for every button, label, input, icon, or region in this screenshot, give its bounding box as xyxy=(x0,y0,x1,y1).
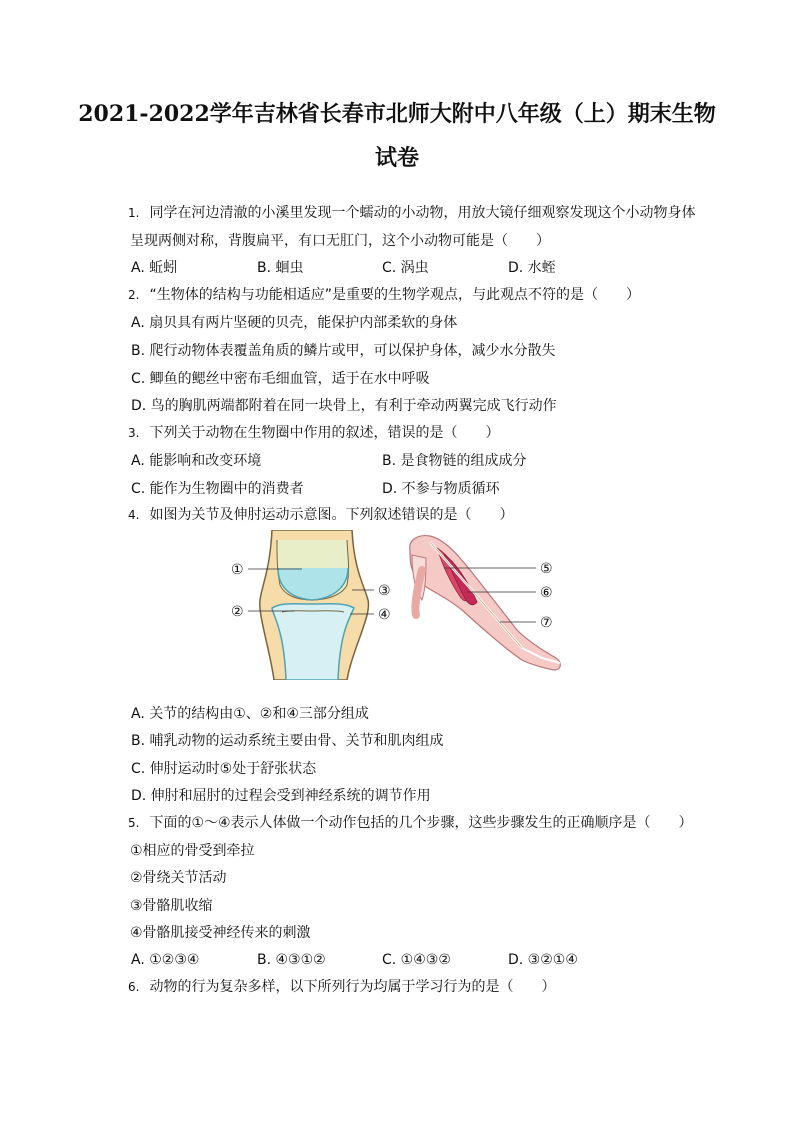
diagram-svg xyxy=(222,530,572,680)
knee-joint-illustration xyxy=(260,530,369,680)
figure-label-2: ② xyxy=(231,604,244,620)
arm-illustration xyxy=(410,536,561,670)
question-5-step-4: ④骨骼肌接受神经传来的刺激 xyxy=(130,925,311,941)
question-number: 2. xyxy=(128,288,140,302)
question-3-option-b[interactable]: B. 是食物链的组成成分 xyxy=(382,453,527,469)
question-3-option-d[interactable]: D. 不参与物质循环 xyxy=(382,481,500,497)
question-4-option-c[interactable]: C. 伸肘运动时⑤处于舒张状态 xyxy=(131,761,317,777)
question-5-option-c[interactable]: C. ①④③② xyxy=(382,952,451,968)
figure-label-6: ⑥ xyxy=(540,585,553,601)
question-2-option-d[interactable]: D. 鸟的胸肌两端都附着在同一块骨上，有利于牵动两翼完成飞行动作 xyxy=(131,398,557,414)
question-number: 6. xyxy=(128,980,140,994)
figure-label-7: ⑦ xyxy=(540,615,553,631)
figure-label-1: ① xyxy=(231,562,244,578)
question-number: 5. xyxy=(128,816,140,830)
question-1-stem-line2: 呈现两侧对称，背腹扁平，有口无肛门，这个小动物可能是（ ） xyxy=(130,233,550,249)
figure-label-4: ④ xyxy=(378,607,391,623)
figure-label-3: ③ xyxy=(378,583,391,599)
question-4-option-a[interactable]: A. 关节的结构由①、②和④三部分组成 xyxy=(131,706,369,722)
question-4-option-d[interactable]: D. 伸肘和屈肘的过程会受到神经系统的调节作用 xyxy=(131,788,431,804)
question-3-stem: 3. 下列关于动物在生物圈中作用的叙述，错误的是（ ） xyxy=(128,425,500,441)
question-5-option-d[interactable]: D. ③②①④ xyxy=(508,952,578,968)
question-1-option-a[interactable]: A. 蚯蚓 xyxy=(131,260,178,276)
question-number: 4. xyxy=(128,508,140,522)
question-2-option-c[interactable]: C. 鲫鱼的鳃丝中密布毛细血管，适于在水中呼吸 xyxy=(131,371,430,387)
question-5-option-b[interactable]: B. ④③①② xyxy=(257,952,326,968)
question-2-stem: 2. “生物体的结构与功能相适应”是重要的生物学观点，与此观点不符的是（ ） xyxy=(128,287,640,303)
question-1-option-d[interactable]: D. 水蛭 xyxy=(508,260,556,276)
question-3-option-c[interactable]: C. 能作为生物圈中的消费者 xyxy=(131,481,304,497)
question-1-option-c[interactable]: C. 涡虫 xyxy=(382,260,429,276)
question-6-stem: 6. 动物的行为复杂多样，以下所列行为均属于学习行为的是（ ） xyxy=(128,979,556,995)
joint-and-elbow-extension-diagram xyxy=(222,530,572,680)
question-4-option-b[interactable]: B. 哺乳动物的运动系统主要由骨、关节和肌肉组成 xyxy=(131,733,444,749)
question-5-step-2: ②骨绕关节活动 xyxy=(130,870,227,886)
question-1-option-b[interactable]: B. 蛔虫 xyxy=(257,260,304,276)
exam-title-line2: 试卷 xyxy=(374,145,419,171)
exam-title-line1: 2021-2022学年吉林省长春市北师大附中八年级（上）期末生物 xyxy=(78,101,716,127)
question-number: 3. xyxy=(128,426,140,440)
question-4-stem: 4. 如图为关节及伸肘运动示意图。下列叙述错误的是（ ） xyxy=(128,507,514,523)
question-2-option-b[interactable]: B. 爬行动物体表覆盖角质的鳞片或甲，可以保护身体，减少水分散失 xyxy=(131,343,556,359)
question-5-option-a[interactable]: A. ①②③④ xyxy=(131,952,200,968)
question-5-stem: 5. 下面的①～④表示人体做一个动作包括的几个步骤，这些步骤发生的正确顺序是（ ） xyxy=(128,815,693,831)
question-number: 1. xyxy=(128,206,140,220)
question-3-option-a[interactable]: A. 能影响和改变环境 xyxy=(131,453,262,469)
question-5-step-1: ①相应的骨受到牵拉 xyxy=(130,843,255,859)
figure-label-5: ⑤ xyxy=(540,561,553,577)
question-2-option-a[interactable]: A. 扇贝具有两片坚硬的贝壳，能保护内部柔软的身体 xyxy=(131,315,458,331)
question-1-stem-line1: 1. 同学在河边清澈的小溪里发现一个蠕动的小动物，用放大镜仔细观察发现这个小动物身体 xyxy=(128,205,696,221)
question-5-step-3: ③骨骼肌收缩 xyxy=(130,898,213,914)
